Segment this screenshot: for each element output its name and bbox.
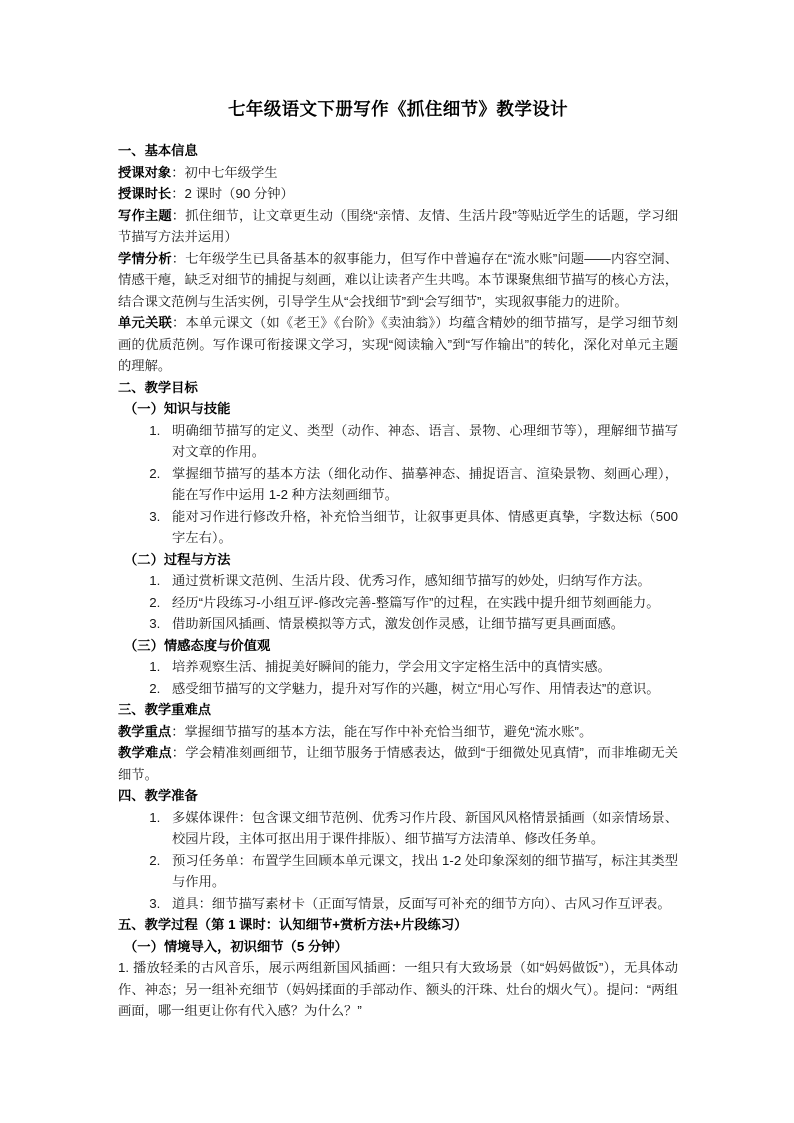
info-separator: ： bbox=[171, 250, 186, 266]
list-item: 2. 经历“片段练习-小组互评-修改完善-整篇写作”的过程，在实践中提升细节刻画能力。 bbox=[164, 592, 678, 614]
info-label: 学情分析 bbox=[118, 250, 172, 266]
info-row-topic bbox=[118, 205, 678, 248]
list-item: 1. 明确细节描写的定义、类型（动作、神态、语言、景物、心理细节等），理解细节描写对文章的作用。 bbox=[164, 420, 678, 463]
info-label: 教学重点 bbox=[118, 723, 172, 739]
info-row-student-analysis bbox=[118, 248, 678, 313]
info-label: 授课对象 bbox=[118, 164, 172, 180]
key-point-focus bbox=[118, 721, 678, 743]
section-heading-basic-info: 一、基本信息 bbox=[118, 143, 198, 159]
subheading-process-methods: （二）过程与方法 bbox=[124, 551, 231, 567]
info-row-audience bbox=[118, 162, 678, 184]
info-label: 写作主题 bbox=[118, 207, 172, 223]
subheading-knowledge-skills: （一）知识与技能 bbox=[124, 401, 231, 417]
list-emotion-values bbox=[118, 656, 678, 699]
info-value: 2 课时（90 分钟） bbox=[184, 186, 294, 202]
list-item: 1. 培养观察生活、捕捉美好瞬间的能力，学会用文字定格生活中的真情实感。 bbox=[164, 656, 678, 678]
info-row-duration bbox=[118, 183, 678, 205]
info-separator: ： bbox=[171, 315, 186, 331]
info-separator: ： bbox=[171, 164, 185, 180]
list-item: 2. 感受细节描写的文学魅力，提升对写作的兴趣，树立“用心写作、用情表达”的意识。 bbox=[164, 678, 678, 700]
info-separator: ： bbox=[171, 745, 186, 761]
list-knowledge-skills bbox=[118, 420, 678, 549]
key-point-difficulty bbox=[118, 742, 678, 785]
info-value: 学会精准刻画细节，让细节服务于情感表达，做到“于细微处见真情”，而非堆砌无关细节。 bbox=[118, 745, 679, 782]
list-item: 1. 通过赏析课文范例、生活片段、优秀习作，感知细节描写的妙处，归纳写作方法。 bbox=[164, 570, 678, 592]
list-item: 1. 多媒体课件：包含课文细节范例、优秀习作片段、新国风风格情景插画（如亲情场景、校园片段，主体可抠出用于课件排版）、细节描写方法清单、修改任务单。 bbox=[164, 807, 678, 850]
list-item: 3. 借助新国风插画、情景模拟等方式，激发创作灵感，让细节描写更具画面感。 bbox=[164, 613, 678, 635]
list-preparation bbox=[118, 807, 678, 915]
info-label: 教学难点 bbox=[118, 745, 172, 761]
info-value: 抓住细节，让文章更生动（围绕“亲情、友情、生活片段”等贴近学生的话题，学习细节描写方法并运用） bbox=[118, 207, 679, 245]
info-label: 授课时长 bbox=[118, 186, 172, 202]
info-separator: ： bbox=[171, 723, 185, 739]
info-separator: ： bbox=[171, 186, 185, 202]
list-item: 2. 掌握细节描写的基本方法（细化动作、描摹神态、捕捉语言、渲染景物、刻画心理），能在写作中运用 1-2 种方法刻画细节。 bbox=[164, 463, 678, 506]
section-heading-process: 五、教学过程（第 1 课时：认知细节+赏析方法+片段练习） bbox=[118, 917, 468, 933]
section-heading-teaching-goals: 二、教学目标 bbox=[118, 379, 198, 395]
info-value: 七年级学生已具备基本的叙事能力，但写作中普遍存在“流水账”问题——内容空洞、情感干瘪，缺乏对细节的捕捉与刻画，难以让读者产生共鸣。本节课聚焦细节描写的核心方法，结合课文范例与生活实例，引导学生从“会找细节”到“会写细节”，实现叙事能力的进阶。 bbox=[118, 250, 679, 309]
info-row-unit-link bbox=[118, 312, 678, 377]
section-heading-preparation: 四、教学准备 bbox=[118, 788, 198, 804]
list-process-methods bbox=[118, 570, 678, 635]
list-item: 3. 道具：细节描写素材卡（正面写情景，反面写可补充的细节方向）、古风习作互评表。 bbox=[164, 893, 678, 915]
page-title: 七年级语文下册写作《抓住细节》教学设计 bbox=[227, 99, 569, 119]
info-label: 单元关联 bbox=[118, 315, 172, 331]
info-value: 初中七年级学生 bbox=[184, 164, 278, 180]
info-value: 掌握细节描写的基本方法，能在写作中补充恰当细节，避免“流水账”。 bbox=[184, 723, 593, 739]
subheading-emotion-values: （三）情感态度与价值观 bbox=[124, 637, 271, 653]
info-value: 本单元课文（如《老王》《台阶》《卖油翁》）均蕴含精妙的细节描写，是学习细节刻画的优质范例。写作课可衔接课文学习，实现“阅读输入”到“写作输出”的转化，深化对单元主题的理解。 bbox=[118, 315, 678, 374]
process-paragraph-1: 1. 播放轻柔的古风音乐，展示两组新国风插画：一组只有大致场景（如“妈妈做饭”），无具体动作、神态；另一组补充细节（妈妈揉面的手部动作、额头的汗珠、灶台的烟火气）。提问：“两组画面，哪一组更让你有代入感？为什么？” bbox=[118, 960, 678, 1019]
section-heading-key-points: 三、教学重难点 bbox=[118, 702, 212, 718]
info-separator: ： bbox=[171, 207, 186, 223]
subheading-situational-intro: （一）情境导入，初识细节（5 分钟） bbox=[124, 938, 348, 954]
list-item: 2. 预习任务单：布置学生回顾本单元课文，找出 1-2 处印象深刻的细节描写，标注其类型与作用。 bbox=[164, 850, 678, 893]
list-item: 3. 能对习作进行修改升格，补充恰当细节，让叙事更具体、情感更真挚，字数达标（500 字左右）。 bbox=[164, 506, 678, 549]
